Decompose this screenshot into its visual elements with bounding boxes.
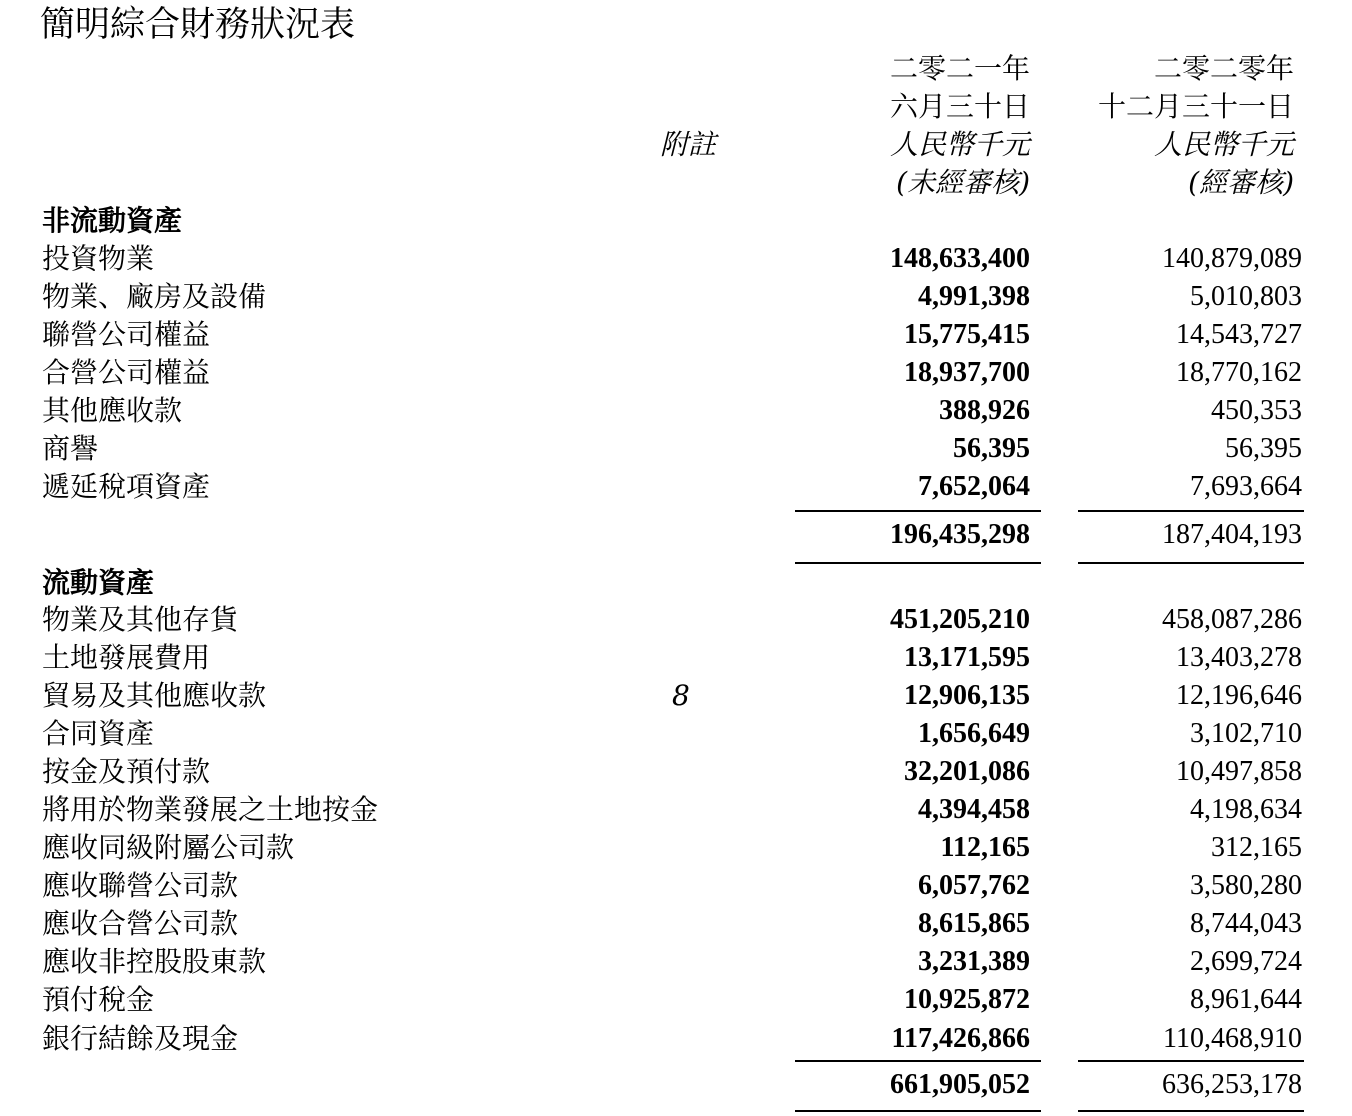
table-row xyxy=(0,981,1352,1019)
value-2021: 12,906,135 xyxy=(904,680,1030,711)
value-2021: 117,426,866 xyxy=(891,1023,1030,1054)
value-2021: 3,231,389 xyxy=(918,946,1030,977)
value-2021: 7,652,064 xyxy=(918,471,1030,502)
section-title-current: 流動資產 xyxy=(42,566,155,599)
value-2020: 56,395 xyxy=(1225,433,1302,464)
row-label: 遞延稅項資產 xyxy=(42,470,211,503)
table-row xyxy=(0,468,1352,506)
table-row xyxy=(0,1020,1352,1058)
table-row xyxy=(0,905,1352,943)
table-row xyxy=(0,430,1352,468)
subtotal-2021: 196,435,298 xyxy=(890,519,1030,550)
subtotal-rule-bottom-2021 xyxy=(795,1110,1041,1112)
value-2020: 312,165 xyxy=(1211,832,1302,863)
value-2021: 4,394,458 xyxy=(918,794,1030,825)
row-label: 聯營公司權益 xyxy=(42,318,211,351)
value-2021: 8,615,865 xyxy=(918,908,1030,939)
row-note: 8 xyxy=(672,679,690,712)
note-column-header: 附註 xyxy=(660,128,717,161)
value-2020: 14,543,727 xyxy=(1176,319,1302,350)
value-2020: 450,353 xyxy=(1211,395,1302,426)
value-2021: 388,926 xyxy=(939,395,1030,426)
value-2020: 8,961,644 xyxy=(1190,984,1302,1015)
subtotal-rule-bottom-2021 xyxy=(795,562,1041,564)
value-2020: 2,699,724 xyxy=(1190,946,1302,977)
value-2021: 112,165 xyxy=(940,832,1030,863)
table-row xyxy=(0,316,1352,354)
row-label: 銀行結餘及現金 xyxy=(42,1022,239,1055)
value-2020: 8,744,043 xyxy=(1190,908,1302,939)
row-label: 貿易及其他應收款 xyxy=(42,679,267,712)
table-row xyxy=(0,639,1352,677)
subtotal-rule-top-2020 xyxy=(1078,510,1304,512)
row-label: 物業及其他存貨 xyxy=(42,603,239,636)
row-label: 應收非控股股東款 xyxy=(42,945,267,978)
value-2020: 140,879,089 xyxy=(1162,243,1302,274)
value-2021: 18,937,700 xyxy=(904,357,1030,388)
table-row xyxy=(0,354,1352,392)
table-row xyxy=(0,829,1352,867)
subtotal-rule-top-2021 xyxy=(795,1060,1041,1062)
col1-header-audit: (未經審核) xyxy=(896,166,1030,199)
subtotal-row-non-current xyxy=(0,516,1352,554)
value-2020: 18,770,162 xyxy=(1176,357,1302,388)
value-2021: 10,925,872 xyxy=(904,984,1030,1015)
value-2021: 15,775,415 xyxy=(904,319,1030,350)
row-label: 商譽 xyxy=(42,432,99,465)
row-label: 預付稅金 xyxy=(42,983,155,1016)
table-row xyxy=(0,943,1352,981)
col2-header-year: 二零二零年 xyxy=(1153,52,1294,85)
value-2020: 3,580,280 xyxy=(1190,870,1302,901)
table-row xyxy=(0,677,1352,715)
row-label: 應收合營公司款 xyxy=(42,907,239,940)
value-2020: 110,468,910 xyxy=(1163,1023,1302,1054)
subtotal-row-current xyxy=(0,1066,1352,1104)
table-row xyxy=(0,791,1352,829)
col2-header-date: 十二月三十一日 xyxy=(1097,90,1294,123)
value-2021: 6,057,762 xyxy=(918,870,1030,901)
value-2021: 13,171,595 xyxy=(904,642,1030,673)
row-label: 應收同級附屬公司款 xyxy=(42,831,295,864)
section-title-non-current: 非流動資產 xyxy=(42,204,183,237)
row-label: 合同資產 xyxy=(42,717,155,750)
row-label: 按金及預付款 xyxy=(42,755,211,788)
value-2020: 458,087,286 xyxy=(1162,604,1302,635)
row-label: 投資物業 xyxy=(42,242,155,275)
value-2020: 7,693,664 xyxy=(1190,471,1302,502)
value-2020: 5,010,803 xyxy=(1190,281,1302,312)
subtotal-2021: 661,905,052 xyxy=(890,1069,1030,1100)
value-2020: 10,497,858 xyxy=(1176,756,1302,787)
value-2021: 451,205,210 xyxy=(890,604,1030,635)
table-row xyxy=(0,715,1352,753)
col1-header-date: 六月三十日 xyxy=(889,90,1030,123)
table-row xyxy=(0,753,1352,791)
table-row xyxy=(0,240,1352,278)
table-row xyxy=(0,278,1352,316)
subtotal-2020: 187,404,193 xyxy=(1162,519,1302,550)
table-row xyxy=(0,601,1352,639)
table-row xyxy=(0,867,1352,905)
page-title: 簡明綜合財務狀況表 xyxy=(40,5,356,45)
value-2021: 4,991,398 xyxy=(918,281,1030,312)
row-label: 其他應收款 xyxy=(42,394,183,427)
col2-header-currency: 人民幣千元 xyxy=(1153,128,1294,161)
col1-header-currency: 人民幣千元 xyxy=(889,128,1030,161)
value-2021: 32,201,086 xyxy=(904,756,1030,787)
value-2020: 13,403,278 xyxy=(1176,642,1302,673)
table-row xyxy=(0,392,1352,430)
row-label: 物業、廠房及設備 xyxy=(42,280,267,313)
value-2021: 56,395 xyxy=(953,433,1030,464)
subtotal-rule-bottom-2020 xyxy=(1078,562,1304,564)
row-label: 合營公司權益 xyxy=(42,356,211,389)
value-2020: 4,198,634 xyxy=(1190,794,1302,825)
subtotal-rule-top-2021 xyxy=(795,510,1041,512)
subtotal-rule-top-2020 xyxy=(1078,1060,1304,1062)
row-label: 土地發展費用 xyxy=(42,641,211,674)
value-2021: 1,656,649 xyxy=(918,718,1030,749)
row-label: 應收聯營公司款 xyxy=(42,869,239,902)
value-2020: 12,196,646 xyxy=(1176,680,1302,711)
col2-header-audit: (經審核) xyxy=(1188,166,1294,199)
row-label: 將用於物業發展之土地按金 xyxy=(42,793,379,826)
subtotal-rule-bottom-2020 xyxy=(1078,1110,1304,1112)
subtotal-2020: 636,253,178 xyxy=(1162,1069,1302,1100)
col1-header-year: 二零二一年 xyxy=(889,52,1030,85)
value-2021: 148,633,400 xyxy=(890,243,1030,274)
value-2020: 3,102,710 xyxy=(1190,718,1302,749)
